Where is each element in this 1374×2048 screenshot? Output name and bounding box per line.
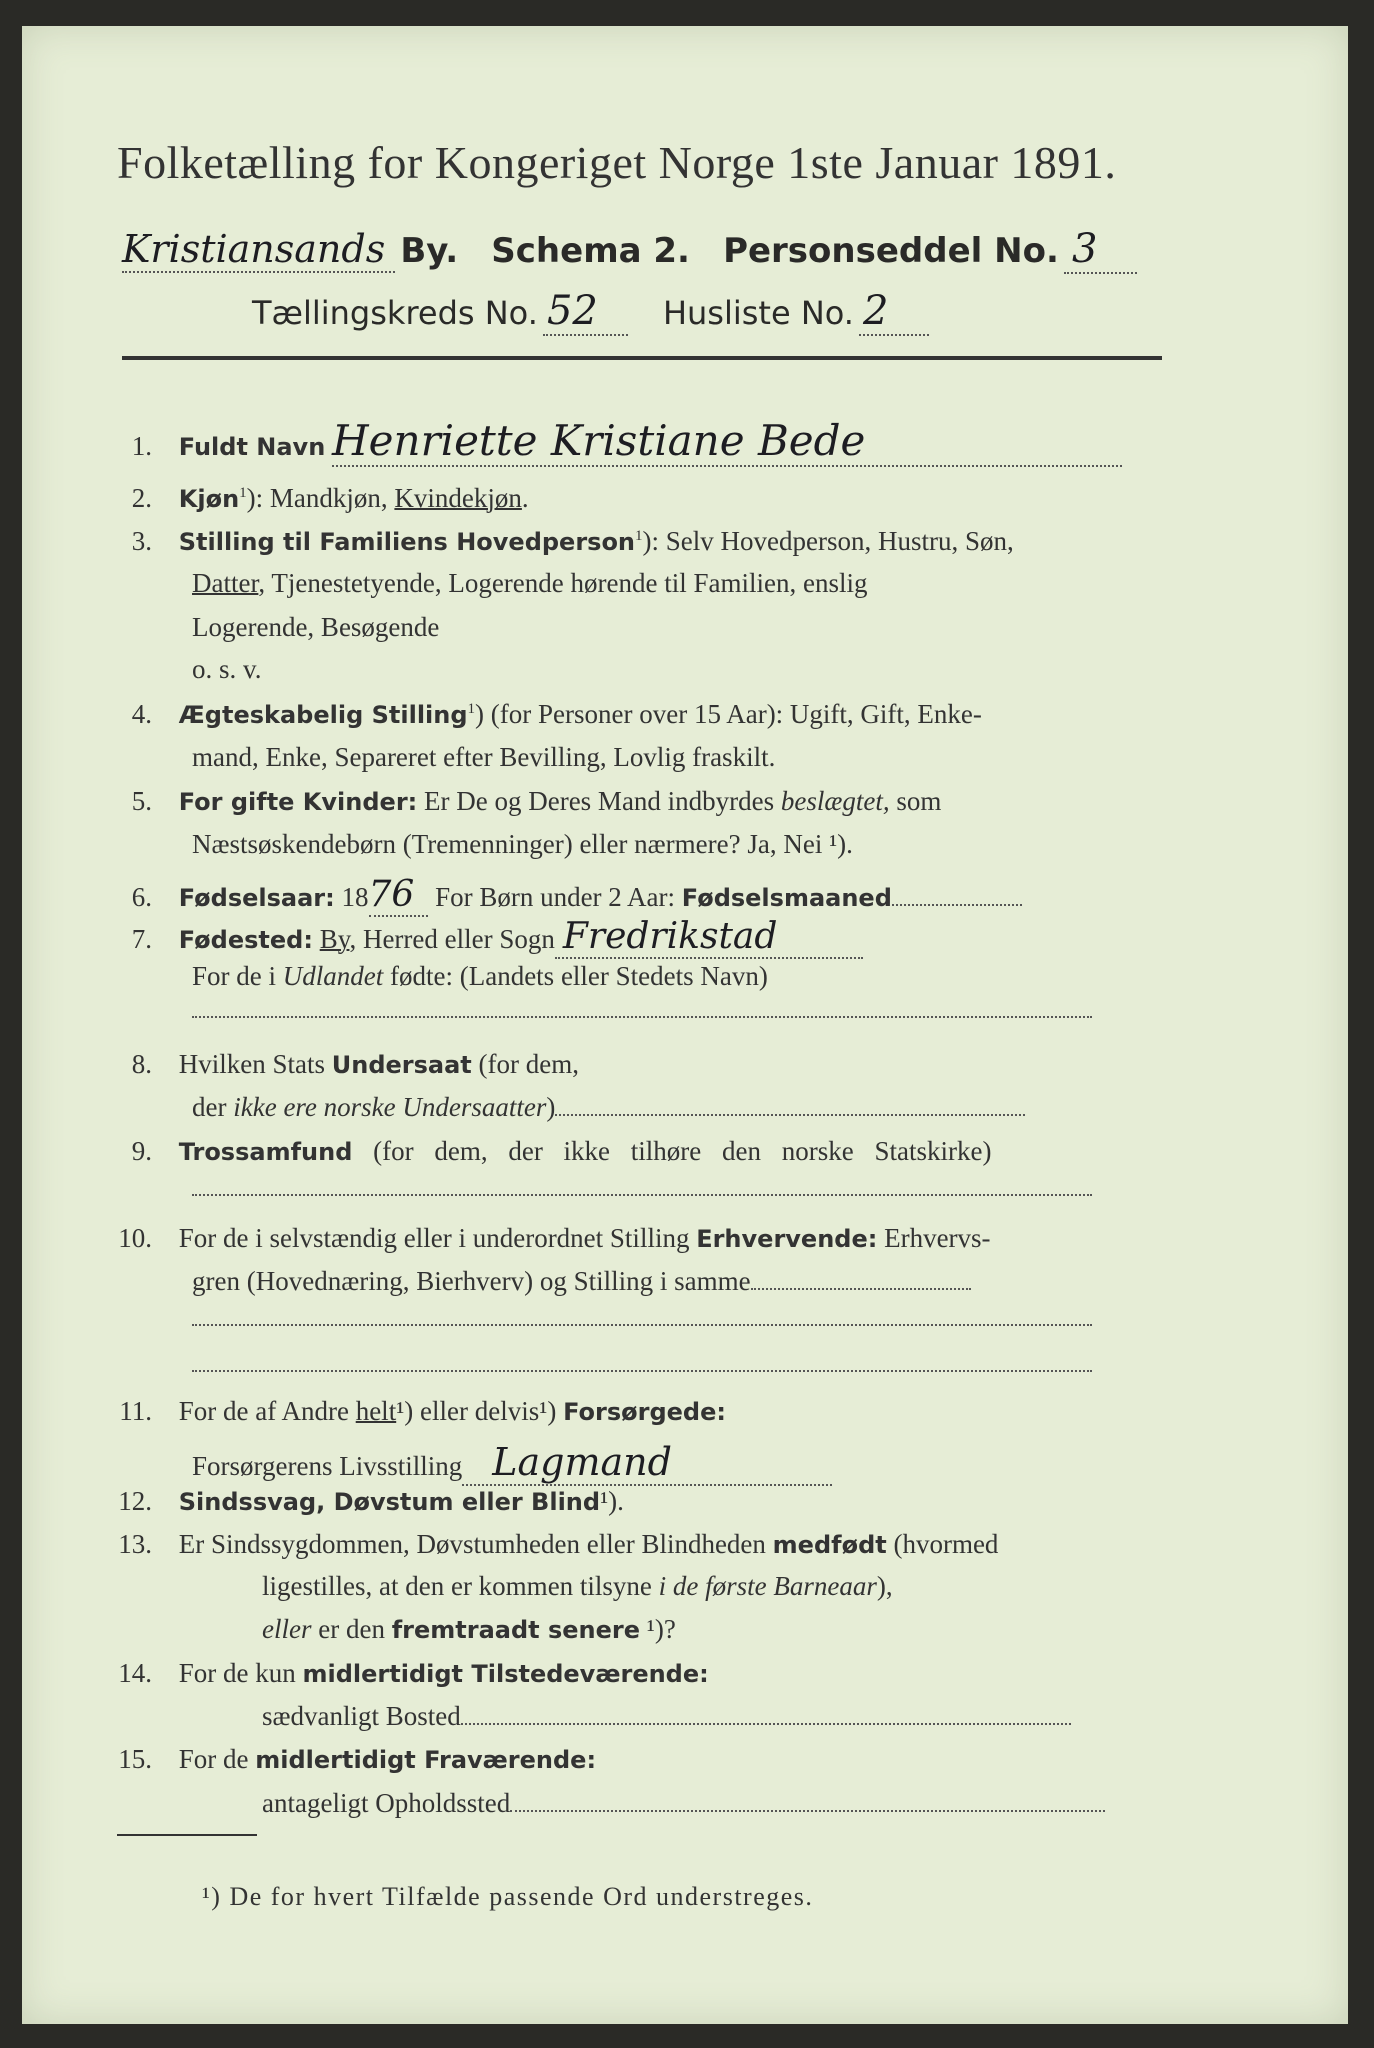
- abroad-blank: [192, 1016, 1092, 1018]
- footnote-divider: [117, 1834, 257, 1836]
- gender-selected: Kvindekjøn: [394, 483, 522, 513]
- item-number: 13.: [118, 1529, 152, 1559]
- family-position-options: ): Selv Hovedperson, Hustru, Søn,: [642, 526, 1014, 556]
- item-6: [102, 874, 1022, 915]
- footnote-ref: 1: [239, 485, 247, 501]
- header-divider: [122, 356, 1162, 360]
- usual-residence-blank: [461, 1723, 1071, 1725]
- item-number: 5.: [131, 786, 152, 816]
- item-10-line-2: [192, 1266, 971, 1297]
- disability-footnote: ¹).: [600, 1486, 624, 1516]
- item-number: 6.: [131, 882, 152, 912]
- birthplace-value: Fredrikstad: [555, 916, 863, 959]
- occupation-blank-3: [192, 1370, 1092, 1372]
- husliste-label: Husliste No.: [662, 294, 854, 332]
- congenital-note-c: er den: [311, 1614, 392, 1644]
- birth-year-value: 76: [369, 874, 429, 917]
- marital-options: ) (for Personer over 15 Aar): Ugift, Gift, Enke-: [475, 699, 982, 729]
- city-handwritten: Kristiansands: [122, 227, 395, 273]
- congenital-note-a: ligestilles, at den er kommen tilsyne: [262, 1571, 659, 1601]
- abroad-word: Udlandet: [282, 961, 384, 991]
- probable-residence-blank: [510, 1810, 1105, 1812]
- item-4: [102, 699, 982, 730]
- item-5: [102, 786, 941, 817]
- footnote: ¹) De for hvert Tilfælde passende Ord understreges.: [202, 1882, 814, 1911]
- item-10: [102, 1223, 991, 1254]
- occupation-label: Erhvervende:: [696, 1225, 878, 1253]
- disability-label: Sindssvag, Døvstum eller Blind: [178, 1488, 601, 1516]
- congenital-note-d: ¹)?: [640, 1614, 676, 1644]
- item-number: 15.: [118, 1744, 152, 1774]
- married-women-label: For gifte Kvinder:: [178, 788, 418, 816]
- birth-year-prefix: 18: [334, 882, 369, 912]
- congenital-text: Er Sindssygdommen, Døvstumheden eller Blindheden: [178, 1529, 773, 1559]
- support-fully-selected: helt: [355, 1396, 397, 1426]
- item-number: 7.: [131, 924, 152, 954]
- married-women-question: Er De og Deres Mand indbyrdes: [417, 786, 781, 816]
- item-4-line-2: mand, Enke, Separeret efter Bevilling, Lovlig fraskilt.: [192, 742, 776, 772]
- related-word: beslægtet,: [780, 786, 890, 816]
- item-number: 14.: [118, 1658, 152, 1688]
- full-name-label: Fuldt Navn: [178, 433, 326, 461]
- married-women-question-end: som: [889, 786, 942, 816]
- congenital-or: eller: [262, 1614, 312, 1644]
- item-15: [102, 1744, 596, 1775]
- item-13: [102, 1529, 998, 1560]
- schema-label: Schema 2.: [491, 231, 690, 271]
- birth-month-label: Fødselsmaaned: [681, 884, 892, 912]
- header-row-1: [122, 226, 1137, 272]
- item-14: [102, 1658, 709, 1689]
- item-number: 11.: [119, 1396, 152, 1426]
- form-title: Folketælling for Kongeriget Norge 1ste Januar 1891.: [117, 137, 1117, 188]
- item-8-line-2: [192, 1092, 1025, 1123]
- probable-residence-label: antageligt Opholdssted: [262, 1788, 511, 1818]
- gender-options: ): Mandkjøn,: [246, 483, 395, 513]
- footnote-ref: 1: [635, 528, 643, 544]
- citizenship-note-italic: ikke ere norske Undersaatter: [233, 1092, 547, 1122]
- birthplace-label: Fødested:: [178, 926, 313, 954]
- full-name-value: Henriette Kristiane Bede: [332, 416, 1122, 467]
- occupation-text-b: Erhvervs-: [877, 1223, 991, 1253]
- personseddel-label: Personseddel No.: [723, 231, 1059, 271]
- item-3-line-2: [192, 568, 867, 599]
- item-number: 10.: [118, 1223, 152, 1253]
- temp-present-text: For de kun: [178, 1658, 303, 1688]
- citizenship-text-b: (for dem,: [471, 1049, 579, 1079]
- header-row-2: [252, 288, 929, 334]
- item-11-line-2: [192, 1440, 832, 1486]
- item-8: [102, 1049, 579, 1080]
- citizenship-blank: [555, 1114, 1025, 1116]
- family-position-label: Stilling til Familiens Hovedperson: [178, 528, 636, 556]
- family-position-selected: Datter: [192, 568, 259, 598]
- support-text: For de af Andre: [178, 1396, 356, 1426]
- provider-occupation-value: Lagmand: [462, 1440, 832, 1486]
- provider-occupation-label: Forsørgerens Livsstilling: [192, 1451, 463, 1481]
- religion-label: Trossamfund: [178, 1138, 353, 1166]
- birth-year-label: Fødselsaar:: [178, 884, 335, 912]
- by-label: By.: [400, 231, 459, 271]
- usual-residence-label: sædvanligt Bosted: [262, 1701, 461, 1731]
- item-11: [102, 1396, 726, 1427]
- birth-month-blank: [892, 904, 1022, 906]
- personseddel-number: 3: [1064, 226, 1137, 274]
- citizenship-note-b: ): [546, 1092, 556, 1122]
- occupation-blank-2: [192, 1324, 1092, 1326]
- kreds-label: Tællingskreds No.: [252, 294, 538, 332]
- occupation-blank: [751, 1288, 971, 1290]
- temp-absent-label: midlertidigt Fraværende:: [255, 1746, 597, 1774]
- congenital-note-italic: i de første Barneaar: [658, 1571, 877, 1601]
- item-2: [102, 483, 529, 514]
- occupation-note: gren (Hovednæring, Bierhverv) og Stilling i samme: [192, 1266, 751, 1296]
- item-9: [102, 1136, 991, 1167]
- kreds-number: 52: [543, 288, 628, 336]
- abroad-note-a: For de i: [192, 961, 283, 991]
- item-15-line-2: [262, 1788, 1105, 1819]
- item-1: [102, 416, 1122, 467]
- abroad-note-b: fødte: (Landets eller Stedets Navn): [383, 961, 768, 991]
- item-12: [102, 1486, 624, 1517]
- family-position-options-2: , Tjenestetyende, Logerende hørende til Familien, enslig: [258, 568, 868, 598]
- footnote-ref: 1: [467, 701, 476, 717]
- marital-status-label: Ægteskabelig Stilling: [178, 701, 468, 729]
- item-3-line-4: o. s. v.: [192, 654, 262, 684]
- religion-note: (for dem, der ikke tilhøre den norske Statskirke): [352, 1136, 992, 1166]
- item-number: 4.: [131, 699, 152, 729]
- item-number: 2.: [131, 483, 152, 513]
- birth-month-note: For Børn under 2 Aar:: [428, 882, 682, 912]
- temp-absent-text: For de: [178, 1744, 256, 1774]
- gender-label: Kjøn: [178, 485, 240, 513]
- gender-period: .: [521, 483, 529, 513]
- item-number: 3.: [131, 526, 152, 556]
- item-number: 1.: [131, 431, 152, 461]
- birthplace-options: , Herred eller Sogn: [349, 924, 555, 954]
- item-number: 9.: [131, 1136, 152, 1166]
- temp-present-label: midlertidigt Tilstedeværende:: [302, 1660, 709, 1688]
- later-onset-label: fremtraadt senere: [391, 1616, 641, 1644]
- item-7: [102, 916, 863, 959]
- congenital-label: medfødt: [772, 1531, 887, 1559]
- support-text-b: ¹) eller delvis¹): [396, 1396, 564, 1426]
- religion-blank: [192, 1194, 1092, 1196]
- congenital-text-b: (hvormed: [886, 1529, 999, 1559]
- item-3: [102, 526, 1014, 557]
- item-3-line-3: Logerende, Besøgende: [192, 612, 440, 642]
- item-14-line-2: [262, 1701, 1071, 1732]
- census-form-page: [22, 26, 1348, 2024]
- item-5-line-2: Næstsøskendebørn (Tremenninger) eller nærmere? Ja, Nei ¹).: [192, 829, 853, 859]
- support-label: Forsørgede:: [563, 1398, 726, 1426]
- occupation-text: For de i selvstændig eller i underordnet Stilling: [178, 1223, 697, 1253]
- item-number: 8.: [131, 1049, 152, 1079]
- citizenship-label: Undersaat: [331, 1051, 472, 1079]
- item-13-line-3: [262, 1614, 676, 1645]
- birthplace-by-selected: By: [319, 924, 350, 954]
- husliste-number: 2: [859, 288, 928, 336]
- citizenship-note-a: der: [192, 1092, 234, 1122]
- item-7-line-2: [192, 961, 768, 992]
- item-13-line-2: [262, 1571, 893, 1602]
- congenital-note-b: ),: [876, 1571, 893, 1601]
- item-number: 12.: [118, 1486, 152, 1516]
- citizenship-text: Hvilken Stats: [178, 1049, 332, 1079]
